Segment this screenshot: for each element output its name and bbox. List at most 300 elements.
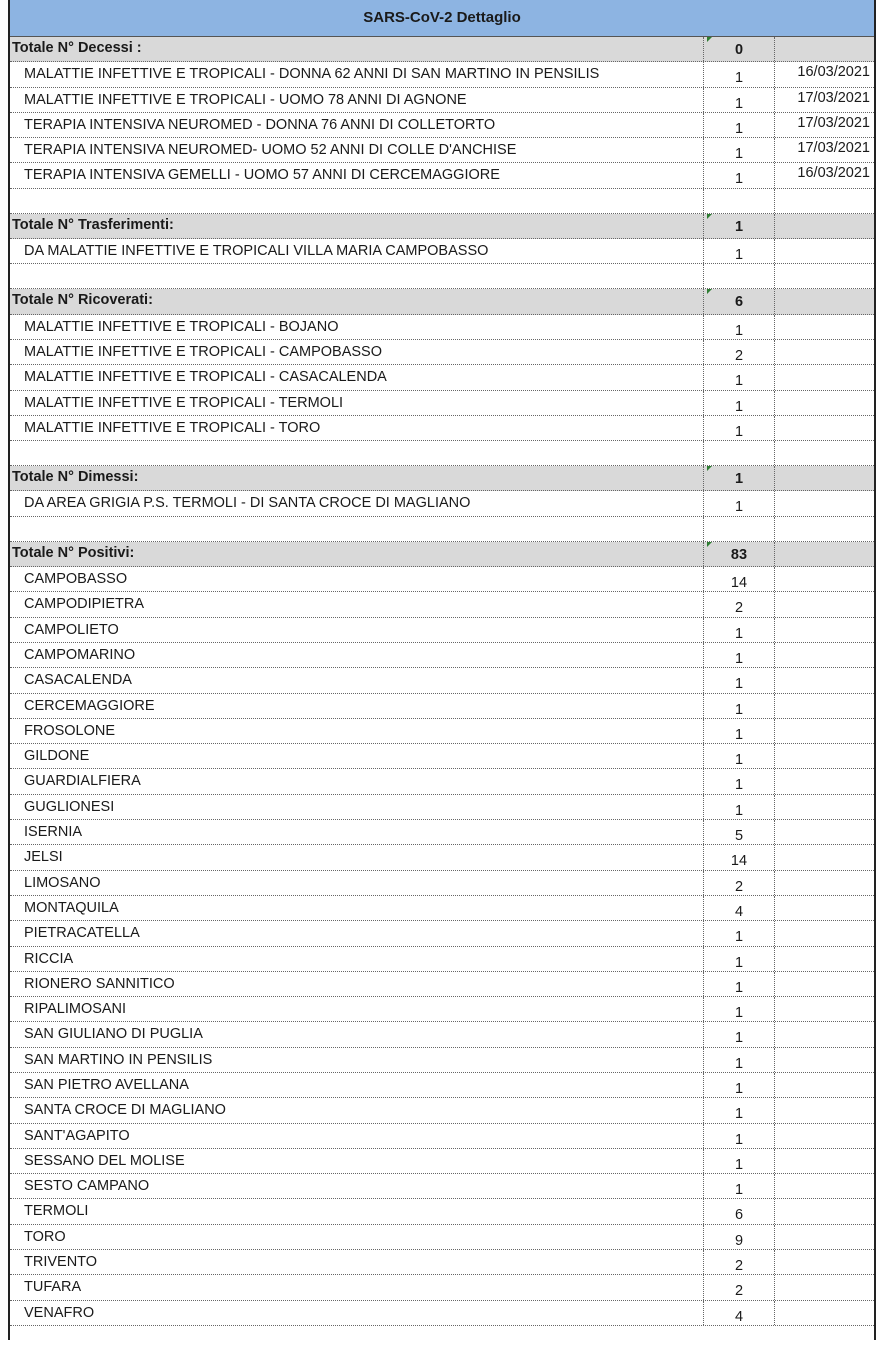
value-cell[interactable] bbox=[703, 491, 775, 515]
row-value: 4 bbox=[734, 1308, 744, 1325]
header-date-cell[interactable] bbox=[774, 289, 874, 313]
row-label: CAMPOLIETO bbox=[24, 621, 119, 638]
date-cell[interactable] bbox=[774, 820, 874, 844]
label-cell[interactable] bbox=[10, 239, 703, 263]
row-label: SANT'AGAPITO bbox=[24, 1127, 130, 1144]
blank-value-cell[interactable] bbox=[703, 517, 775, 541]
row-label: SESSANO DEL MOLISE bbox=[24, 1152, 185, 1169]
date-cell[interactable] bbox=[774, 315, 874, 339]
row-value: 1 bbox=[734, 247, 744, 264]
date-cell[interactable] bbox=[774, 113, 874, 137]
value-cell[interactable] bbox=[703, 1174, 775, 1198]
table-row bbox=[10, 239, 874, 264]
label-cell[interactable] bbox=[10, 643, 703, 667]
row-label: MALATTIE INFETTIVE E TROPICALI - CAMPOBASSO bbox=[24, 343, 382, 360]
blank-row bbox=[10, 264, 874, 289]
table-row bbox=[10, 795, 874, 820]
value-cell[interactable] bbox=[703, 845, 775, 869]
table-row bbox=[10, 1225, 874, 1250]
label-cell[interactable] bbox=[10, 845, 703, 869]
header-date-cell[interactable] bbox=[774, 214, 874, 238]
row-value: 14 bbox=[730, 575, 748, 592]
row-value: 1 bbox=[734, 70, 744, 87]
row-label: LIMOSANO bbox=[24, 874, 101, 891]
date-cell[interactable] bbox=[774, 896, 874, 920]
table-row bbox=[10, 163, 874, 188]
row-value: 14 bbox=[730, 853, 748, 870]
header-date-cell[interactable] bbox=[774, 466, 874, 490]
row-label: TORO bbox=[24, 1228, 66, 1245]
row-value: 2 bbox=[734, 347, 744, 364]
section-header-row bbox=[10, 466, 874, 491]
date-cell[interactable] bbox=[774, 1250, 874, 1274]
row-value: 1 bbox=[734, 499, 744, 516]
table-row bbox=[10, 896, 874, 921]
date-cell[interactable] bbox=[774, 88, 874, 112]
date-cell[interactable] bbox=[774, 1073, 874, 1097]
date-cell[interactable] bbox=[774, 921, 874, 945]
value-cell[interactable] bbox=[703, 113, 775, 137]
value-cell[interactable] bbox=[703, 1124, 775, 1148]
row-label: TUFARA bbox=[24, 1279, 82, 1296]
table-row bbox=[10, 845, 874, 870]
label-cell[interactable] bbox=[10, 769, 703, 793]
label-cell[interactable] bbox=[10, 1174, 703, 1198]
date-cell[interactable] bbox=[774, 239, 874, 263]
row-value: 2 bbox=[734, 1258, 744, 1275]
row-value: 1 bbox=[734, 777, 744, 794]
label-cell[interactable] bbox=[10, 1022, 703, 1046]
date-cell[interactable] bbox=[774, 1098, 874, 1122]
label-cell[interactable] bbox=[10, 820, 703, 844]
value-cell[interactable] bbox=[703, 365, 775, 389]
row-label: CAMPODIPIETRA bbox=[24, 596, 145, 613]
date-cell[interactable] bbox=[774, 1275, 874, 1299]
date-cell[interactable] bbox=[774, 1149, 874, 1173]
label-cell[interactable] bbox=[10, 694, 703, 718]
value-cell[interactable] bbox=[703, 795, 775, 819]
row-value: 1 bbox=[734, 171, 744, 188]
sheet-title: SARS-CoV-2 Dettaglio bbox=[10, 0, 874, 38]
date-cell[interactable] bbox=[774, 340, 874, 364]
date-cell[interactable] bbox=[774, 769, 874, 793]
value-cell[interactable] bbox=[703, 416, 775, 440]
row-label: DA AREA GRIGIA P.S. TERMOLI - DI SANTA CROCE DI MAGLIANO bbox=[24, 495, 471, 512]
row-value: 2 bbox=[734, 1283, 744, 1300]
value-cell[interactable] bbox=[703, 239, 775, 263]
table-row bbox=[10, 1149, 874, 1174]
table-row bbox=[10, 365, 874, 390]
table-row bbox=[10, 921, 874, 946]
table-row bbox=[10, 592, 874, 617]
date-cell[interactable] bbox=[774, 1199, 874, 1223]
row-label: GUARDIALFIERA bbox=[24, 773, 141, 790]
section-total-value: 6 bbox=[734, 294, 744, 311]
label-cell[interactable] bbox=[10, 138, 703, 162]
date-cell[interactable] bbox=[774, 491, 874, 515]
label-cell[interactable] bbox=[10, 997, 703, 1021]
label-cell[interactable] bbox=[10, 113, 703, 137]
header-date-cell[interactable] bbox=[774, 37, 874, 61]
row-label: RIONERO SANNITICO bbox=[24, 975, 175, 992]
table-row bbox=[10, 997, 874, 1022]
row-value: 1 bbox=[734, 752, 744, 769]
row-label: MONTAQUILA bbox=[24, 899, 119, 916]
date-cell[interactable] bbox=[774, 694, 874, 718]
row-label: CAMPOBASSO bbox=[24, 571, 128, 588]
value-cell[interactable] bbox=[703, 972, 775, 996]
value-cell[interactable] bbox=[703, 138, 775, 162]
row-label: MALATTIE INFETTIVE E TROPICALI - UOMO 78 ANNI DI AGNONE bbox=[24, 91, 467, 108]
label-cell[interactable] bbox=[10, 592, 703, 616]
table-row bbox=[10, 1275, 874, 1300]
table-row bbox=[10, 1048, 874, 1073]
date-cell[interactable] bbox=[774, 1301, 874, 1325]
row-value: 1 bbox=[734, 1005, 744, 1022]
date-cell[interactable] bbox=[774, 972, 874, 996]
row-value: 1 bbox=[734, 146, 744, 163]
blank-value-cell[interactable] bbox=[703, 264, 775, 288]
row-label: VENAFRO bbox=[24, 1304, 95, 1321]
label-cell[interactable] bbox=[10, 896, 703, 920]
row-label: CERCEMAGGIORE bbox=[24, 697, 155, 714]
blank-row bbox=[10, 441, 874, 466]
date-cell[interactable] bbox=[774, 1022, 874, 1046]
section-total-value: 0 bbox=[734, 42, 744, 58]
value-cell[interactable] bbox=[703, 820, 775, 844]
value-cell[interactable] bbox=[703, 1275, 775, 1299]
value-cell[interactable] bbox=[703, 871, 775, 895]
row-date: 17/03/2021 bbox=[797, 140, 870, 157]
table-row bbox=[10, 972, 874, 997]
row-value: 1 bbox=[734, 701, 744, 718]
date-cell[interactable] bbox=[774, 416, 874, 440]
row-label: TRIVENTO bbox=[24, 1254, 98, 1271]
value-cell[interactable] bbox=[703, 921, 775, 945]
table-row bbox=[10, 416, 874, 441]
blank-label-cell[interactable] bbox=[10, 189, 703, 213]
label-cell[interactable] bbox=[10, 340, 703, 364]
row-label: MALATTIE INFETTIVE E TROPICALI - BOJANO bbox=[24, 318, 339, 335]
section-total-value: 1 bbox=[734, 471, 744, 488]
value-cell[interactable] bbox=[703, 592, 775, 616]
table-row bbox=[10, 719, 874, 744]
date-cell[interactable] bbox=[774, 163, 874, 187]
table-row bbox=[10, 643, 874, 668]
date-cell[interactable] bbox=[774, 947, 874, 971]
label-cell[interactable] bbox=[10, 1275, 703, 1299]
value-cell[interactable] bbox=[703, 62, 775, 86]
row-value: 1 bbox=[734, 1030, 744, 1047]
value-cell[interactable] bbox=[703, 1250, 775, 1274]
section-total-value: 1 bbox=[734, 218, 744, 235]
label-cell[interactable] bbox=[10, 972, 703, 996]
table-row bbox=[10, 567, 874, 592]
section-header-row bbox=[10, 214, 874, 239]
spreadsheet bbox=[8, 0, 876, 1340]
value-cell[interactable] bbox=[703, 1073, 775, 1097]
value-cell[interactable] bbox=[703, 163, 775, 187]
header-total-cell[interactable] bbox=[703, 466, 775, 490]
row-label: GUGLIONESI bbox=[24, 798, 115, 815]
row-value: 1 bbox=[734, 95, 744, 112]
label-cell[interactable] bbox=[10, 1149, 703, 1173]
row-label: RICCIA bbox=[24, 950, 74, 967]
row-date: 17/03/2021 bbox=[797, 114, 870, 131]
table-row bbox=[10, 391, 874, 416]
label-cell[interactable] bbox=[10, 795, 703, 819]
label-cell[interactable] bbox=[10, 947, 703, 971]
date-cell[interactable] bbox=[774, 592, 874, 616]
date-cell[interactable] bbox=[774, 997, 874, 1021]
table-row bbox=[10, 1022, 874, 1047]
row-label: TERAPIA INTENSIVA NEUROMED - DONNA 76 ANNI DI COLLETORTO bbox=[24, 116, 496, 133]
blank-label-cell[interactable] bbox=[10, 517, 703, 541]
row-value: 9 bbox=[734, 1232, 744, 1249]
label-cell[interactable] bbox=[10, 391, 703, 415]
table-row bbox=[10, 668, 874, 693]
table-row bbox=[10, 694, 874, 719]
blank-date-cell[interactable] bbox=[774, 517, 874, 541]
value-cell[interactable] bbox=[703, 947, 775, 971]
row-value: 1 bbox=[734, 1106, 744, 1123]
section-total-value: 83 bbox=[730, 546, 748, 563]
row-label: MALATTIE INFETTIVE E TROPICALI - DONNA 62 ANNI DI SAN MARTINO IN PENSILIS bbox=[24, 66, 600, 83]
row-value: 1 bbox=[734, 373, 744, 390]
table-row bbox=[10, 820, 874, 845]
date-cell[interactable] bbox=[774, 871, 874, 895]
table-row bbox=[10, 491, 874, 516]
date-cell[interactable] bbox=[774, 1174, 874, 1198]
row-value: 2 bbox=[734, 878, 744, 895]
table-body bbox=[10, 37, 874, 1326]
label-cell[interactable] bbox=[10, 1073, 703, 1097]
table-row bbox=[10, 1250, 874, 1275]
row-value: 6 bbox=[734, 1207, 744, 1224]
section-header-label: Totale N° Dimessi: bbox=[12, 469, 139, 486]
table-row bbox=[10, 113, 874, 138]
header-total-cell[interactable] bbox=[703, 37, 775, 61]
label-cell[interactable] bbox=[10, 567, 703, 591]
row-value: 1 bbox=[734, 650, 744, 667]
row-value: 1 bbox=[734, 625, 744, 642]
section-header-label: Totale N° Positivi: bbox=[12, 544, 135, 561]
date-cell[interactable] bbox=[774, 719, 874, 743]
row-label: FROSOLONE bbox=[24, 722, 116, 739]
section-header-label: Totale N° Ricoverati: bbox=[12, 292, 153, 309]
table-row bbox=[10, 744, 874, 769]
label-cell[interactable] bbox=[10, 921, 703, 945]
date-cell[interactable] bbox=[774, 668, 874, 692]
value-cell[interactable] bbox=[703, 1225, 775, 1249]
row-label: TERAPIA INTENSIVA NEUROMED- UOMO 52 ANNI DI COLLE D'ANCHISE bbox=[24, 142, 517, 159]
label-cell[interactable] bbox=[10, 1250, 703, 1274]
row-value: 1 bbox=[734, 676, 744, 693]
label-cell[interactable] bbox=[10, 1225, 703, 1249]
row-label: TERMOLI bbox=[24, 1203, 89, 1220]
section-header-row bbox=[10, 289, 874, 314]
table-row bbox=[10, 1073, 874, 1098]
row-value: 1 bbox=[734, 1080, 744, 1097]
row-label: CAMPOMARINO bbox=[24, 646, 136, 663]
header-label-cell[interactable] bbox=[10, 214, 703, 238]
row-value: 1 bbox=[734, 398, 744, 415]
row-value: 1 bbox=[734, 726, 744, 743]
label-cell[interactable] bbox=[10, 491, 703, 515]
date-cell[interactable] bbox=[774, 845, 874, 869]
row-label: CASACALENDA bbox=[24, 672, 132, 689]
date-cell[interactable] bbox=[774, 1225, 874, 1249]
row-label: DA MALATTIE INFETTIVE E TROPICALI VILLA MARIA CAMPOBASSO bbox=[24, 243, 489, 260]
label-cell[interactable] bbox=[10, 62, 703, 86]
value-cell[interactable] bbox=[703, 997, 775, 1021]
row-label: ISERNIA bbox=[24, 824, 83, 841]
value-cell[interactable] bbox=[703, 618, 775, 642]
blank-date-cell[interactable] bbox=[774, 189, 874, 213]
table-row bbox=[10, 618, 874, 643]
label-cell[interactable] bbox=[10, 1048, 703, 1072]
row-value: 5 bbox=[734, 828, 744, 845]
row-label: SAN PIETRO AVELLANA bbox=[24, 1076, 189, 1093]
table-row bbox=[10, 1301, 874, 1326]
header-label-cell[interactable] bbox=[10, 37, 703, 61]
value-cell[interactable] bbox=[703, 1149, 775, 1173]
table-row bbox=[10, 88, 874, 113]
header-total-cell[interactable] bbox=[703, 542, 775, 566]
row-date: 16/03/2021 bbox=[797, 165, 870, 182]
label-cell[interactable] bbox=[10, 1098, 703, 1122]
blank-value-cell[interactable] bbox=[703, 189, 775, 213]
row-value: 1 bbox=[734, 423, 744, 440]
date-cell[interactable] bbox=[774, 1048, 874, 1072]
section-header-label: Totale N° Decessi : bbox=[12, 40, 142, 56]
row-value: 1 bbox=[734, 929, 744, 946]
row-label: MALATTIE INFETTIVE E TROPICALI - TERMOLI bbox=[24, 394, 344, 411]
label-cell[interactable] bbox=[10, 668, 703, 692]
header-total-cell[interactable] bbox=[703, 289, 775, 313]
date-cell[interactable] bbox=[774, 391, 874, 415]
blank-row bbox=[10, 517, 874, 542]
label-cell[interactable] bbox=[10, 744, 703, 768]
label-cell[interactable] bbox=[10, 163, 703, 187]
date-cell[interactable] bbox=[774, 365, 874, 389]
row-value: 1 bbox=[734, 1055, 744, 1072]
date-cell[interactable] bbox=[774, 618, 874, 642]
value-cell[interactable] bbox=[703, 88, 775, 112]
table-row bbox=[10, 340, 874, 365]
row-value: 1 bbox=[734, 954, 744, 971]
header-label-cell[interactable] bbox=[10, 289, 703, 313]
table-row bbox=[10, 947, 874, 972]
header-total-cell[interactable] bbox=[703, 214, 775, 238]
blank-value-cell[interactable] bbox=[703, 441, 775, 465]
date-cell[interactable] bbox=[774, 567, 874, 591]
table-row bbox=[10, 1174, 874, 1199]
header-label-cell[interactable] bbox=[10, 542, 703, 566]
row-label: TERAPIA INTENSIVA GEMELLI - UOMO 57 ANNI DI CERCEMAGGIORE bbox=[24, 167, 500, 184]
value-cell[interactable] bbox=[703, 391, 775, 415]
value-cell[interactable] bbox=[703, 315, 775, 339]
value-cell[interactable] bbox=[703, 643, 775, 667]
table-row bbox=[10, 871, 874, 896]
row-date: 16/03/2021 bbox=[797, 64, 870, 81]
row-value: 1 bbox=[734, 802, 744, 819]
date-cell[interactable] bbox=[774, 643, 874, 667]
label-cell[interactable] bbox=[10, 88, 703, 112]
row-label: SANTA CROCE DI MAGLIANO bbox=[24, 1102, 226, 1119]
blank-date-cell[interactable] bbox=[774, 264, 874, 288]
row-value: 1 bbox=[734, 120, 744, 137]
value-cell[interactable] bbox=[703, 1199, 775, 1223]
row-label: GILDONE bbox=[24, 748, 90, 765]
value-cell[interactable] bbox=[703, 1022, 775, 1046]
table-row bbox=[10, 315, 874, 340]
blank-label-cell[interactable] bbox=[10, 264, 703, 288]
date-cell[interactable] bbox=[774, 795, 874, 819]
date-cell[interactable] bbox=[774, 138, 874, 162]
value-cell[interactable] bbox=[703, 719, 775, 743]
value-cell[interactable] bbox=[703, 1048, 775, 1072]
row-value: 1 bbox=[734, 1182, 744, 1199]
value-cell[interactable] bbox=[703, 896, 775, 920]
row-label: PIETRACATELLA bbox=[24, 925, 140, 942]
label-cell[interactable] bbox=[10, 416, 703, 440]
value-cell[interactable] bbox=[703, 744, 775, 768]
row-label: SAN MARTINO IN PENSILIS bbox=[24, 1051, 213, 1068]
label-cell[interactable] bbox=[10, 618, 703, 642]
date-cell[interactable] bbox=[774, 744, 874, 768]
header-label-cell[interactable] bbox=[10, 466, 703, 490]
date-cell[interactable] bbox=[774, 62, 874, 86]
label-cell[interactable] bbox=[10, 1301, 703, 1325]
value-cell[interactable] bbox=[703, 769, 775, 793]
value-cell[interactable] bbox=[703, 1301, 775, 1325]
header-date-cell[interactable] bbox=[774, 542, 874, 566]
row-label: SESTO CAMPANO bbox=[24, 1178, 150, 1195]
table-row bbox=[10, 1199, 874, 1224]
label-cell[interactable] bbox=[10, 719, 703, 743]
row-label: JELSI bbox=[24, 849, 63, 866]
label-cell[interactable] bbox=[10, 1124, 703, 1148]
label-cell[interactable] bbox=[10, 365, 703, 389]
row-label: SAN GIULIANO DI PUGLIA bbox=[24, 1026, 203, 1043]
value-cell[interactable] bbox=[703, 694, 775, 718]
table-row bbox=[10, 769, 874, 794]
label-cell[interactable] bbox=[10, 315, 703, 339]
value-cell[interactable] bbox=[703, 668, 775, 692]
row-value: 1 bbox=[734, 1131, 744, 1148]
label-cell[interactable] bbox=[10, 871, 703, 895]
value-cell[interactable] bbox=[703, 340, 775, 364]
row-label: MALATTIE INFETTIVE E TROPICALI - TORO bbox=[24, 419, 321, 436]
row-label: RIPALIMOSANI bbox=[24, 1001, 127, 1018]
date-cell[interactable] bbox=[774, 1124, 874, 1148]
row-date: 17/03/2021 bbox=[797, 89, 870, 106]
blank-label-cell[interactable] bbox=[10, 441, 703, 465]
value-cell[interactable] bbox=[703, 567, 775, 591]
section-header-row bbox=[10, 542, 874, 567]
value-cell[interactable] bbox=[703, 1098, 775, 1122]
table-row bbox=[10, 138, 874, 163]
label-cell[interactable] bbox=[10, 1199, 703, 1223]
table-row bbox=[10, 62, 874, 87]
blank-row bbox=[10, 189, 874, 214]
table-row bbox=[10, 1098, 874, 1123]
row-value: 2 bbox=[734, 600, 744, 617]
section-header-row bbox=[10, 37, 874, 62]
blank-date-cell[interactable] bbox=[774, 441, 874, 465]
table-row bbox=[10, 1124, 874, 1149]
